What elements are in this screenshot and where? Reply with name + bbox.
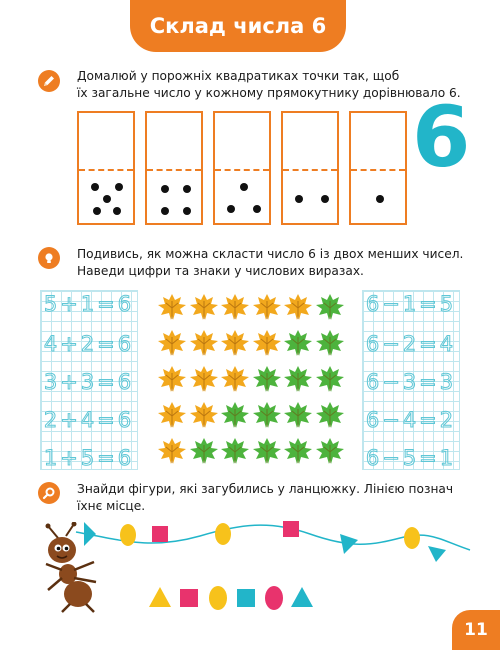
dot: [227, 205, 235, 213]
answer-triangle-teal[interactable]: [291, 587, 313, 607]
orange-leaf-icon: [157, 328, 187, 358]
dot: [115, 183, 123, 191]
box-divider: [215, 169, 269, 171]
green-leaf-icon: [315, 328, 345, 358]
chain-oval-3: [404, 527, 420, 549]
dot-box-5[interactable]: [349, 111, 407, 225]
green-leaf-icon: [315, 364, 345, 394]
pencil-icon: [38, 70, 60, 92]
green-leaf-icon: [220, 400, 250, 430]
dot-box-2[interactable]: [145, 111, 203, 225]
answer-shapes: [140, 584, 320, 614]
title-banner: [130, 0, 346, 52]
expression-row[interactable]: 6−2=4: [365, 332, 457, 356]
page-title: Склад числа 6: [149, 14, 327, 38]
green-leaf-icon: [315, 292, 345, 322]
dot: [183, 185, 191, 193]
dot: [91, 183, 99, 191]
orange-leaf-icon: [252, 328, 282, 358]
dot-box-3[interactable]: [213, 111, 271, 225]
answer-square-pink[interactable]: [180, 589, 198, 607]
expression-row[interactable]: 1+5=6: [43, 446, 135, 470]
chain-square-1: [152, 526, 168, 542]
dot: [295, 195, 303, 203]
target-number: 6: [412, 88, 471, 186]
dot: [240, 183, 248, 191]
orange-leaf-icon: [189, 328, 219, 358]
green-leaf-icon: [283, 328, 313, 358]
expression-row[interactable]: 6−1=5: [365, 292, 457, 316]
task3-line1: Знайди фігури, які загубились у ланцюжку. Лінією познач: [77, 482, 454, 496]
dot: [113, 207, 121, 215]
expression-row[interactable]: 5+1=6: [43, 292, 135, 316]
orange-leaf-icon: [157, 292, 187, 322]
dot: [161, 185, 169, 193]
orange-leaf-icon: [157, 400, 187, 430]
task2-instructions: [77, 246, 477, 280]
task3-line2: їхнє місце.: [77, 499, 146, 513]
chain-square-2: [283, 521, 299, 537]
left-expressions-grid: [40, 290, 138, 470]
task2-line1: Подивись, як можна скласти число 6 із двох менших чисел.: [77, 247, 464, 261]
orange-leaf-icon: [252, 292, 282, 322]
expression-row[interactable]: 6−4=2: [365, 408, 457, 432]
dot: [93, 207, 101, 215]
green-leaf-icon: [252, 400, 282, 430]
box-divider: [283, 169, 337, 171]
dot-box-4[interactable]: [281, 111, 339, 225]
orange-leaf-icon: [220, 292, 250, 322]
chain-triangle-3: [428, 546, 446, 562]
expression-row[interactable]: 2+4=6: [43, 408, 135, 432]
answer-oval-pink[interactable]: [265, 586, 283, 610]
expression-row[interactable]: 3+3=6: [43, 370, 135, 394]
answer-square-teal[interactable]: [237, 589, 255, 607]
green-leaf-icon: [252, 364, 282, 394]
orange-leaf-icon: [157, 364, 187, 394]
green-leaf-icon: [283, 436, 313, 466]
task1-line1: Домалюй у порожніх квадратиках точки так, щоб: [77, 69, 400, 83]
magnifier-icon: [38, 482, 60, 504]
task2-line2: Наведи цифри та знаки у числових виразах.: [77, 264, 364, 278]
orange-leaf-icon: [220, 328, 250, 358]
orange-leaf-icon: [157, 436, 187, 466]
dot: [321, 195, 329, 203]
orange-leaf-icon: [189, 292, 219, 322]
green-leaf-icon: [189, 436, 219, 466]
green-leaf-icon: [315, 400, 345, 430]
dot: [103, 195, 111, 203]
green-leaf-icon: [283, 364, 313, 394]
orange-leaf-icon: [220, 364, 250, 394]
green-leaf-icon: [220, 436, 250, 466]
expression-row[interactable]: 4+2=6: [43, 332, 135, 356]
dot: [253, 205, 261, 213]
dot: [376, 195, 384, 203]
green-leaf-icon: [315, 436, 345, 466]
expression-row[interactable]: 6−5=1: [365, 446, 457, 470]
task1-line2: їх загальне число у кожному прямокутнику дорівнювало 6.: [77, 86, 461, 100]
answer-oval-yellow[interactable]: [209, 586, 227, 610]
orange-leaf-icon: [189, 364, 219, 394]
dot: [183, 207, 191, 215]
dot: [161, 207, 169, 215]
box-divider: [79, 169, 133, 171]
orange-leaf-icon: [283, 292, 313, 322]
expression-row[interactable]: 6−3=3: [365, 370, 457, 394]
lightbulb-icon: [38, 247, 60, 269]
chain-triangle-1: [84, 522, 96, 546]
page-number: 11: [452, 610, 500, 650]
box-divider: [147, 169, 201, 171]
chain-oval-1: [120, 524, 136, 546]
right-expressions-grid: [362, 290, 460, 470]
box-divider: [351, 169, 405, 171]
shape-chain: [0, 510, 500, 580]
orange-leaf-icon: [189, 400, 219, 430]
dot-box-1[interactable]: [77, 111, 135, 225]
answer-triangle-yellow[interactable]: [149, 587, 171, 607]
green-leaf-icon: [283, 400, 313, 430]
chain-oval-2: [215, 523, 231, 545]
green-leaf-icon: [252, 436, 282, 466]
